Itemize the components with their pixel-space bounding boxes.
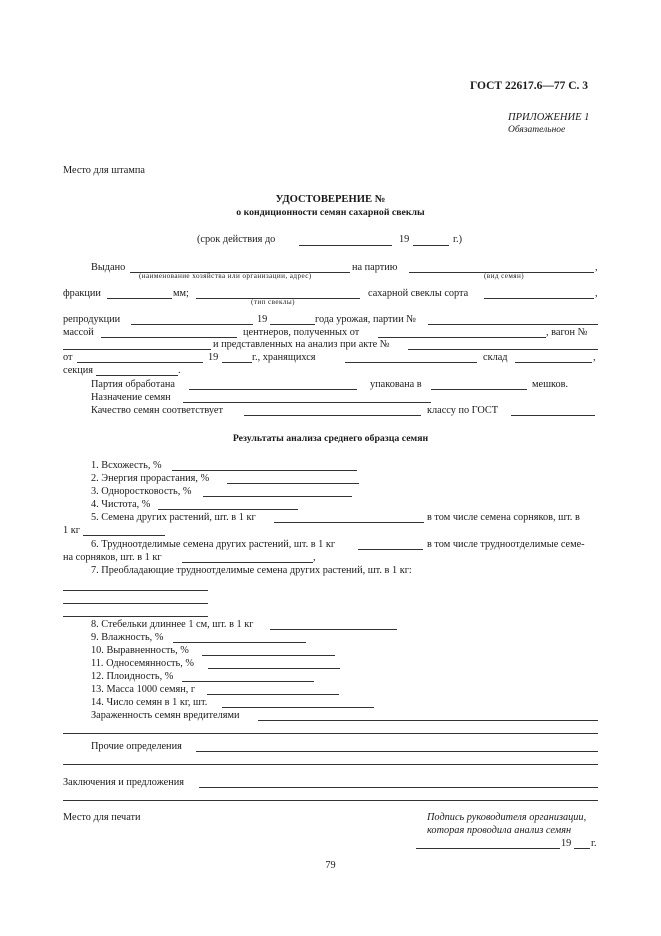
issued-hint: (наименование хозяйства или организации, адрес) (139, 272, 312, 280)
mm-label: мм; (173, 288, 189, 299)
result-2-label: 2. Энергия прорастания, % (91, 473, 210, 484)
conclusions-line[interactable] (199, 787, 598, 788)
submitted-act-label: и представленных на анализ при акте № (213, 339, 390, 350)
signature-year-19: 19 (561, 838, 572, 849)
harvest-batch-label: года урожая, партии № (315, 314, 416, 325)
warehouse-label: склад (483, 352, 508, 363)
beet-type-hint: (тип свеклы) (251, 298, 295, 306)
result-14-line[interactable] (222, 707, 374, 708)
result-5-weeds-line[interactable] (83, 535, 165, 536)
stored-label: г., хранящихся (252, 352, 316, 363)
other-label: Прочие определения (91, 741, 182, 752)
infestation-line[interactable] (258, 720, 598, 721)
received-from-line[interactable] (378, 337, 546, 338)
purpose-line[interactable] (183, 402, 431, 403)
result-1-line[interactable] (172, 470, 357, 471)
signature-year-line[interactable] (574, 848, 590, 849)
page-number: 79 (325, 860, 336, 871)
fraction-line[interactable] (107, 298, 172, 299)
section-line[interactable] (96, 375, 178, 376)
bags-label: мешков. (532, 379, 569, 390)
result-4-label: 4. Чистота, % (91, 499, 151, 510)
section-period: . (178, 365, 181, 376)
signature-year-g: г. (591, 838, 597, 849)
result-7-label: 7. Преобладающие трудноотделимые семена других растений, шт. в 1 кг: (91, 565, 412, 576)
result-10-label: 10. Выравненность, % (91, 645, 189, 656)
validity-year-line[interactable] (413, 245, 449, 246)
appendix-label: ПРИЛОЖЕНИЕ 1 (508, 112, 590, 123)
wagon-number-line[interactable] (63, 349, 211, 350)
comma-3: , (593, 352, 596, 363)
result-5-line[interactable] (274, 522, 424, 523)
result-6-line[interactable] (358, 549, 423, 550)
harvest-year-line[interactable] (270, 324, 315, 325)
result-6-end: , (313, 552, 316, 563)
result-6-weeds-line[interactable] (182, 562, 313, 563)
mass-label: массой (63, 327, 94, 338)
batch-label: на партию (352, 262, 398, 273)
certificate-subtitle: о кондиционности семян сахарной свеклы (236, 207, 425, 218)
result-11-line[interactable] (208, 668, 340, 669)
infestation-label: Зараженность семян вредителями (91, 710, 240, 721)
result-11-label: 11. Односемянность, % (91, 658, 194, 669)
result-6-cont: на сорняков, шт. в 1 кг (63, 552, 162, 563)
stamp-place-label: Место для штампа (63, 165, 145, 176)
storage-line[interactable] (345, 362, 477, 363)
result-5-cont: 1 кг (63, 525, 80, 536)
result-1-label: 1. Всхожесть, % (91, 460, 162, 471)
result-2-line[interactable] (227, 483, 359, 484)
wagon-label: , вагон № (546, 327, 588, 338)
act-year-line[interactable] (222, 362, 252, 363)
harvest-year-19: 19 (257, 314, 268, 325)
result-5-tail: в том числе семена сорняков, шт. в (427, 512, 580, 523)
mass-line[interactable] (101, 337, 237, 338)
variety-label: сахарной свеклы сорта (368, 288, 469, 299)
seed-type-hint: (вид семян) (484, 272, 525, 280)
result-5-label: 5. Семена других растений, шт. в 1 кг (91, 512, 256, 523)
quality-label: Качество семян соответствует (91, 405, 223, 416)
conclusions-line-2[interactable] (63, 800, 598, 801)
batch-number-line[interactable] (428, 324, 598, 325)
result-4-line[interactable] (158, 509, 298, 510)
other-line[interactable] (196, 751, 598, 752)
treated-line[interactable] (189, 389, 357, 390)
results-title: Результаты анализа среднего образца семян (232, 433, 429, 444)
packed-line[interactable] (431, 389, 527, 390)
result-10-line[interactable] (202, 655, 335, 656)
result-6-tail: в том числе трудноотделимые семе- (427, 539, 585, 550)
conclusions-label: Заключения и предложения (63, 777, 185, 788)
certificate-title: УДОСТОВЕРЕНИЕ № (275, 194, 386, 205)
validity-prefix: (срок действия до (197, 234, 276, 245)
result-13-line[interactable] (207, 694, 339, 695)
class-gost-label: классу по ГОСТ (427, 405, 499, 416)
result-12-line[interactable] (182, 681, 314, 682)
result-3-label: 3. Одноростковость, % (91, 486, 192, 497)
section-label: секция (63, 365, 94, 376)
warehouse-line[interactable] (515, 362, 592, 363)
print-place-label: Место для печати (63, 812, 141, 823)
validity-year: 19 (399, 234, 410, 245)
act-number-line[interactable] (408, 349, 598, 350)
fraction-label: фракции (63, 288, 101, 299)
quality-line[interactable] (244, 415, 421, 416)
result-7-line-3[interactable] (63, 616, 208, 617)
result-8-line[interactable] (270, 629, 397, 630)
result-9-line[interactable] (173, 642, 306, 643)
signature-caption-1: Подпись руководителя организации, (427, 812, 587, 823)
result-8-label: 8. Стебельки длиннее 1 см, шт. в 1 кг (91, 619, 254, 630)
result-3-line[interactable] (203, 496, 352, 497)
purpose-label: Назначение семян (91, 392, 171, 403)
act-date-line[interactable] (77, 362, 203, 363)
signature-caption-2: которая проводила анализ семян (427, 825, 572, 836)
result-7-line-1[interactable] (63, 590, 208, 591)
comma-1: , (595, 262, 598, 273)
from-label: от (63, 352, 73, 363)
validity-suffix: г.) (453, 234, 463, 245)
variety-line[interactable] (484, 298, 594, 299)
validity-date-line[interactable] (299, 245, 392, 246)
packed-label: упакована в (370, 379, 422, 390)
issued-label: Выдано (91, 262, 126, 273)
mandatory-label: Обязательное (508, 125, 566, 135)
result-7-line-2[interactable] (63, 603, 208, 604)
result-6-label: 6. Трудноотделимые семена других растений, шт. в 1 кг (91, 539, 336, 550)
result-14-label: 14. Число семян в 1 кг, шт. (91, 697, 208, 708)
infestation-line-2[interactable] (63, 733, 598, 734)
treated-label: Партия обработана (91, 379, 175, 390)
gost-number: ГОСТ 22617.6—77 С. 3 (470, 80, 589, 92)
comma-2: , (595, 288, 598, 299)
received-from-label: центнеров, полученных от (243, 327, 360, 338)
result-13-label: 13. Масса 1000 семян, г (91, 684, 196, 695)
result-12-label: 12. Плоидность, % (91, 671, 174, 682)
result-9-label: 9. Влажность, % (91, 632, 164, 643)
gost-line[interactable] (511, 415, 595, 416)
reproduction-line[interactable] (131, 324, 253, 325)
other-line-2[interactable] (63, 764, 598, 765)
act-year-19: 19 (208, 352, 219, 363)
signature-line[interactable] (416, 848, 560, 849)
reproduction-label: репродукции (63, 314, 121, 325)
